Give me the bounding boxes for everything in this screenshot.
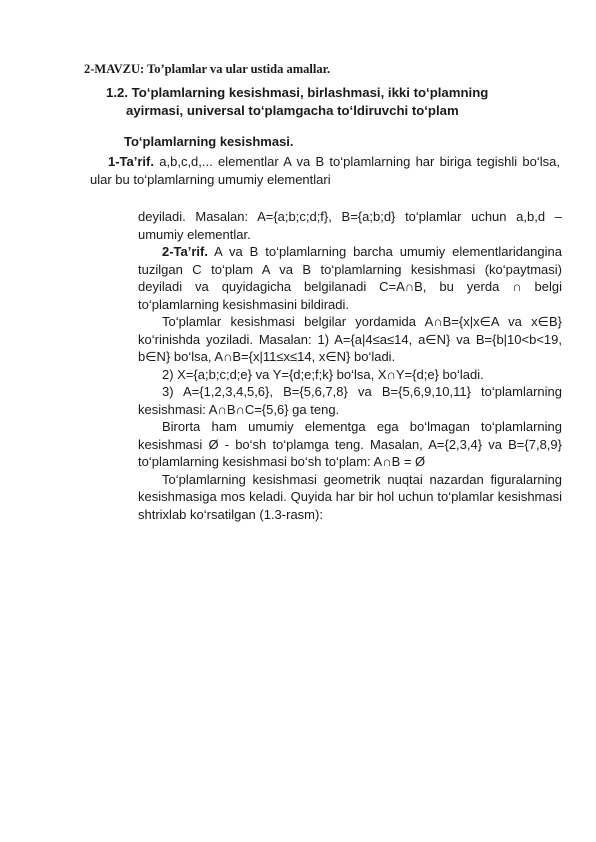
- definition-1-label: 1-Ta’rif.: [108, 154, 154, 169]
- section-heading: [106, 84, 556, 120]
- definition-2-label: 2-Ta’rif.: [162, 244, 208, 259]
- definition-1-text: a,b,c,d,... elementlar A va B to‘plamlarning har biriga tegishli bo‘lsa, ular bu to‘plamlarning umumiy elementlari: [90, 154, 560, 187]
- paragraph-example-2: 2) X={a;b;c;d;e} va Y={d;e;f;k} bo‘lsa, X∩Y={d;e} bo‘ladi.: [162, 366, 484, 382]
- paragraph-empty-set: Birorta ham umumiy elementga ega bo‘lmagan to‘plamlarning kesishmasi Ø - bo‘sh to‘plamga teng. Masalan, A={2,3,4} va B={7,8,9} to‘plamlarning kesishmasi bo‘sh to‘plam: A∩B = Ø: [138, 419, 562, 469]
- paragraph-example-3: 3) A={1,2,3,4,5,6}, B={5,6,7,8} va B={5,6,9,10,11} to‘plamlarning kesishmasi: A∩B∩C={5,6} ga teng.: [138, 384, 562, 417]
- definition-2-text: A va B to‘plamlarning barcha umumiy elementlaridangina tuzilgan C to‘plam A va B to‘plamlarning kesishmasi (ko‘paytmasi) deyiladi va quyidagicha belgilanadi C=A∩B, bu yerda ∩ belgi to‘plamlarning kesishmasini bildiradi.: [138, 244, 562, 312]
- body-text: [138, 208, 562, 523]
- section-heading-line-2: ayirmasi, universal to‘plamgacha to‘ldiruvchi to‘plam: [126, 103, 459, 118]
- section-heading-line-1: 1.2. To‘plamlarning kesishmasi, birlashmasi, ikki to‘plamning: [106, 85, 489, 100]
- subheading: To‘plamlarning kesishmasi.: [124, 134, 294, 149]
- topic-heading: 2-MAVZU: To’plamlar va ular ustida amallar.: [84, 62, 331, 76]
- paragraph-example-1: deyiladi. Masalan: A={a;b;c;d;f}, B={a;b;d} to‘plamlar uchun a,b,d – umumiy elementlar.: [138, 209, 562, 242]
- definition-1: [90, 153, 560, 188]
- paragraph-geometric: To‘plamlarning kesishmasi geometrik nuqtai nazardan figuralarning kesishmasiga mos keladi. Quyida har bir hol uchun to‘plamlar kesishmasi shtrixlab ko‘rsatilgan (1.3-rasm):: [138, 471, 562, 522]
- paragraph-notation: To‘plamlar kesishmasi belgilar yordamida A∩B={x|x∈A va x∈B} ko‘rinishda yoziladi. Masalan: 1) A={a|4≤a≤14, a∈N} va B={b|10<b<19, b∈N} bo‘lsa, A∩B={x|11≤x≤14, x∈N} bo‘ladi.: [138, 314, 562, 364]
